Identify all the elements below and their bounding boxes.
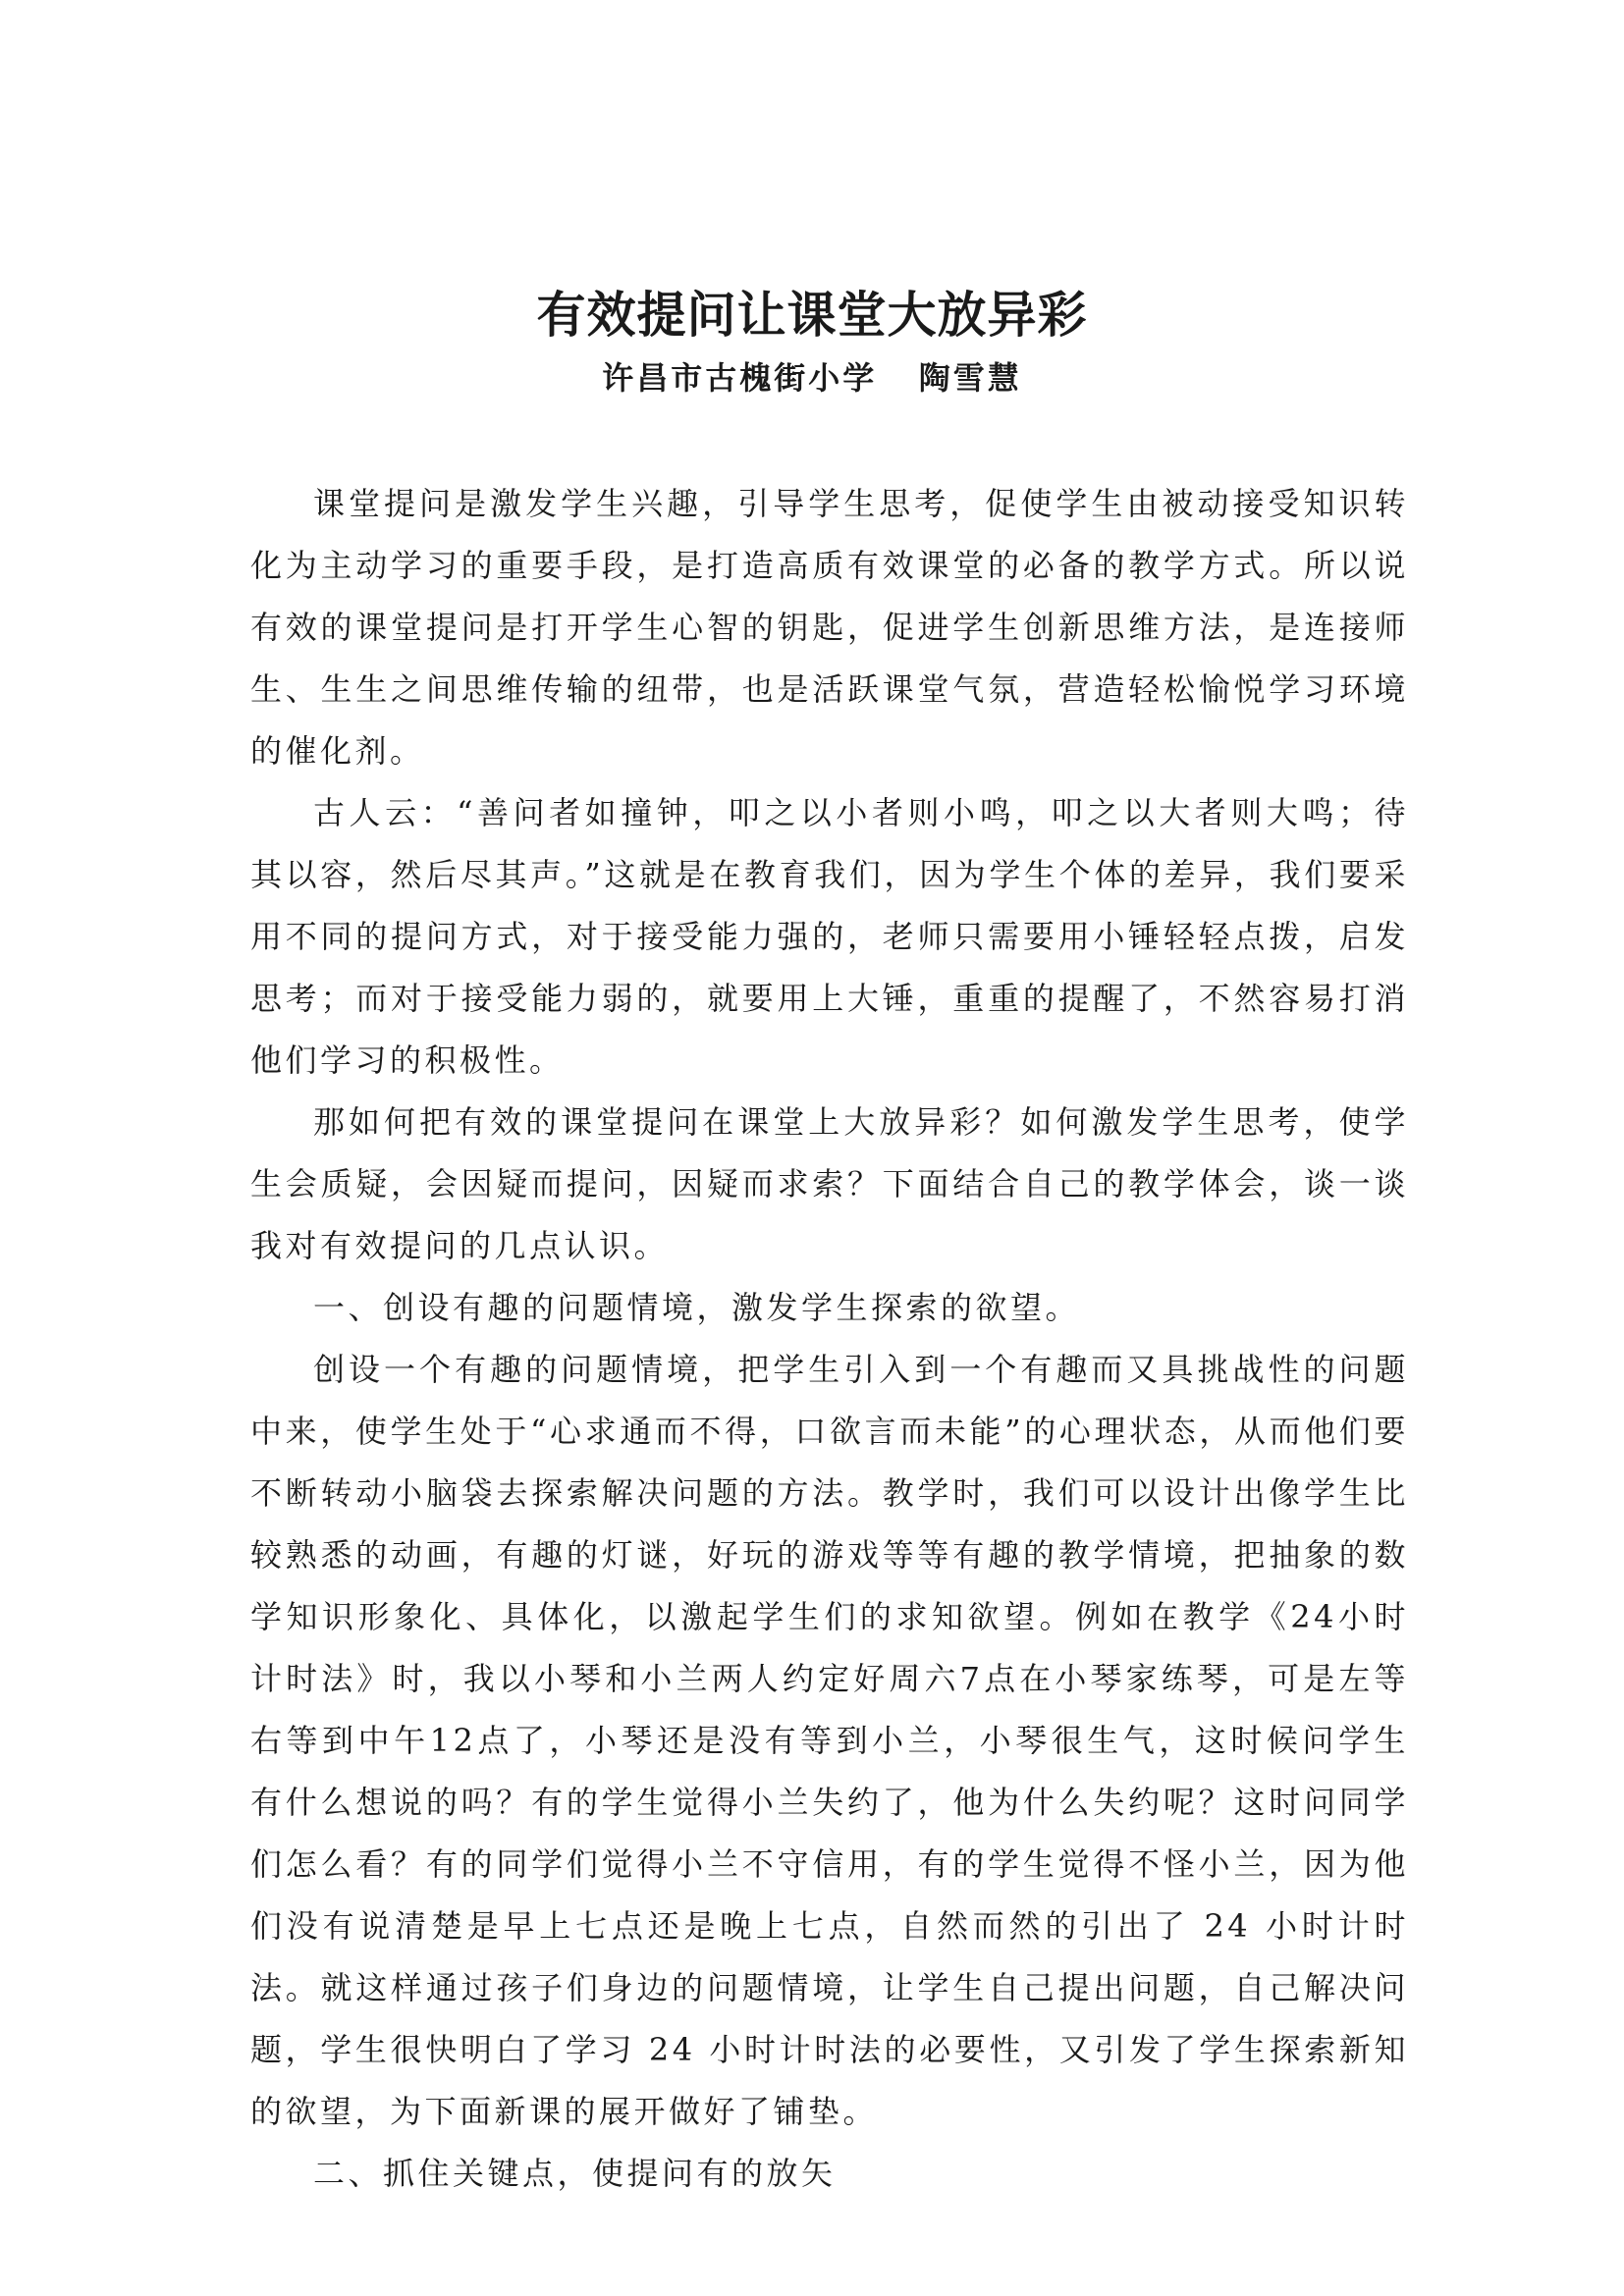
paragraph-quote: 古人云：“善问者如撞钟，叩之以小者则小鸣，叩之以大者则大鸣；待其以容，然后尽其声。”这就是在教育我们，因为学生个体的差异，我们要采用不同的提问方式，对于接受能力强的，老师只需要用小锤轻轻点拨，启发思考；而对于接受能力弱的，就要用上大锤，重重的提醒了，不然容易打消他们学习的积极性。 — [250, 794, 1409, 1079]
section-heading-2: 二、抓住关键点，使提问有的放矢 — [313, 2155, 837, 2192]
paragraph-intro: 课堂提问是激发学生兴趣，引导学生思考，促使学生由被动接受知识转化为主动学习的重要手段，是打造高质有效课堂的必备的教学方式。所以说有效的课堂提问是打开学生心智的钥匙，促进学生创新思维方法，是连接师生、生生之间思维传输的纽带，也是活跃课堂气氛，营造轻松愉悦学习环境的催化剂。 — [250, 485, 1409, 770]
document-body — [250, 473, 1409, 2205]
paragraph-section-1: 创设一个有趣的问题情境，把学生引入到一个有趣而又具挑战性的问题中来，使学生处于“心求通而不得，口欲言而未能”的心理状态，从而他们要不断转动小脑袋去探索解决问题的方法。教学时，我们可以设计出像学生比较熟悉的动画，有趣的灯谜，好玩的游戏等等有趣的教学情境，把抽象的数学知识形象化、具体化，以激起学生们的求知欲望。例如在教学《24小时计时法》时，我以小琴和小兰两人约定好周六7点在小琴家练琴，可是左等右等到中午12点了，小琴还是没有等到小兰，小琴很生气，这时候问学生有什么想说的吗？有的学生觉得小兰失约了，他为什么失约呢？这时问同学们怎么看？有的同学们觉得小兰不守信用，有的学生觉得不怪小兰，因为他们没有说清楚是早上七点还是晚上七点，自然而然的引出了 24 小时计时法。就这样通过孩子们身边的问题情境，让学生自己提出问题，自己解决问题，学生很快明白了学习 24 小时计时法的必要性，又引发了学生探索新知的欲望，为下面新课的展开做好了铺垫。 — [250, 1351, 1409, 2130]
author-byline: 许昌市古槐街小学 陶雪慧 — [602, 359, 1022, 397]
document-title: 有效提问让课堂大放异彩 — [536, 287, 1088, 344]
section-heading-1: 一、创设有趣的问题情境，激发学生探索的欲望。 — [313, 1289, 1081, 1326]
paragraph-question: 那如何把有效的课堂提问在课堂上大放异彩？如何激发学生思考，使学生会质疑，会因疑而提问，因疑而求索？下面结合自己的教学体会，谈一谈我对有效提问的几点认识。 — [250, 1103, 1409, 1264]
